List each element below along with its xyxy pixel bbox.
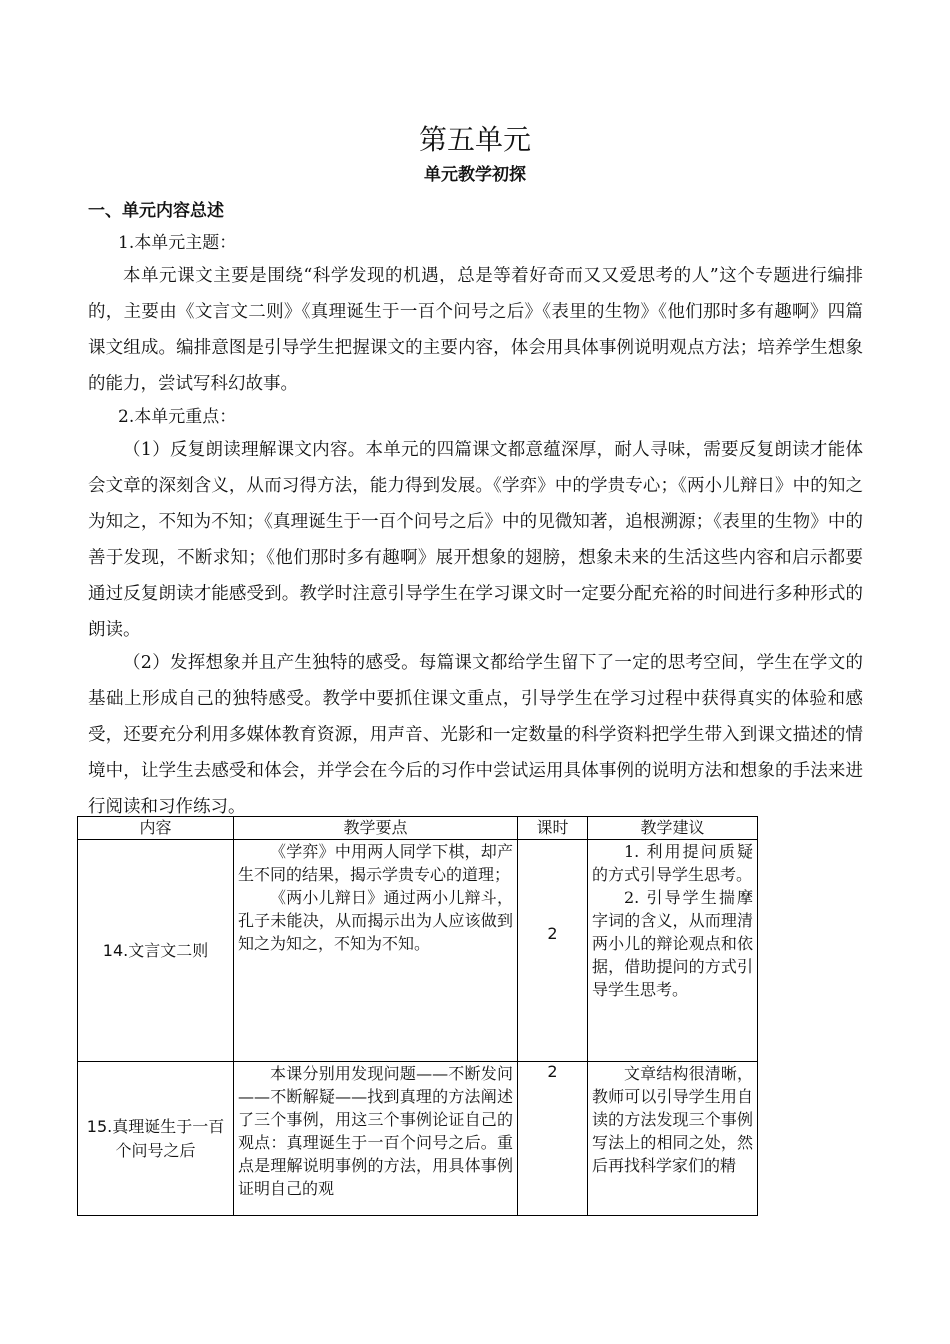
subheading-theme: 1.本单元主题： <box>118 233 237 253</box>
page-title: 第五单元 <box>418 123 531 156</box>
row-teaching-points <box>234 840 518 1062</box>
row-lesson-name: 14.文言文二则 <box>78 840 234 1062</box>
suggestion: 1. 利用提问质疑的方式引导学生思考。 <box>592 842 753 884</box>
row-hours: 2 <box>518 1062 588 1216</box>
page-subtitle: 单元教学初探 <box>424 165 526 185</box>
header-hours: 课时 <box>518 817 588 840</box>
table-row <box>78 840 758 1062</box>
subheading-focus: 2.本单元重点： <box>118 407 237 427</box>
table-header-row <box>78 817 758 840</box>
row-hours: 2 <box>518 840 588 1062</box>
row-teaching-points <box>234 1062 518 1216</box>
teaching-point: 《两小儿辩日》通过两小儿辩斗，孔子未能决，从而揭示出为人应该做到知之为知之，不知为不知。 <box>238 888 513 953</box>
row-suggestions <box>588 840 758 1062</box>
suggestion: 文章结构很清晰，教师可以引导学生用自读的方法发现三个事例写法上的相同之处，然后再找科学家们的精 <box>592 1064 753 1175</box>
section-heading: 一、单元内容总述 <box>88 201 224 221</box>
header-content: 内容 <box>78 817 234 840</box>
suggestion: 2. 引导学生揣摩字词的含义，从而理清两小儿的辩论观点和依据，借助提问的方式引导学生思考。 <box>592 888 753 999</box>
header-suggestions: 教学建议 <box>588 817 758 840</box>
lesson-table <box>77 816 758 1216</box>
paragraph-focus-2: （2）发挥想象并且产生独特的感受。每篇课文都给学生留下了一定的思考空间，学生在学文的基础上形成自己的独特感受。教学中要抓住课文重点，引导学生在学习过程中获得真实的体验和感受，还要充分利用多媒体教育资源，用声音、光影和一定数量的科学资料把学生带入到课文描述的情境中，让学生去感受和体会，并学会在今后的习作中尝试运用具体事例的说明方法和想象的手法来进行阅读和习作练习。 <box>88 653 863 817</box>
teaching-point: 《学弈》中用两人同学下棋，却产生不同的结果，揭示学贵专心的道理； <box>238 842 513 884</box>
teaching-point: 本课分别用发现问题——不断发问——不断解疑——找到真理的方法阐述了三个事例，用这三个事例论证自己的观点：真理诞生于一百个问号之后。重点是理解说明事例的方法，用具体事例证明自己的观 <box>238 1064 513 1198</box>
row-suggestions <box>588 1062 758 1216</box>
table-row <box>78 1062 758 1216</box>
header-points: 教学要点 <box>234 817 518 840</box>
paragraph-theme: 本单元课文主要是围绕“科学发现的机遇，总是等着好奇而又又爱思考的人”这个专题进行编排的，主要由《文言文二则》《真理诞生于一百个问号之后》《表里的生物》《他们那时多有趣啊》四篇课文组成。编排意图是引导学生把握课文的主要内容，体会用具体事例说明观点方法；培养学生想象的能力，尝试写科幻故事。 <box>88 266 863 394</box>
row-lesson-name: 15.真理诞生于一百个问号之后 <box>78 1062 234 1216</box>
paragraph-focus-1: （1）反复朗读理解课文内容。本单元的四篇课文都意蕴深厚，耐人寻味，需要反复朗读才能体会文章的深刻含义，从而习得方法，能力得到发展。《学弈》中的学贵专心；《两小儿辩日》中的知之为知之，不知为不知；《真理诞生于一百个问号之后》中的见微知著，追根溯源；《表里的生物》中的善于发现，不断求知；《他们那时多有趣啊》展开想象的翅膀，想象未来的生活这些内容和启示都要通过反复朗读才能感受到。教学时注意引导学生在学习课文时一定要分配充裕的时间进行多种形式的朗读。 <box>88 440 863 640</box>
